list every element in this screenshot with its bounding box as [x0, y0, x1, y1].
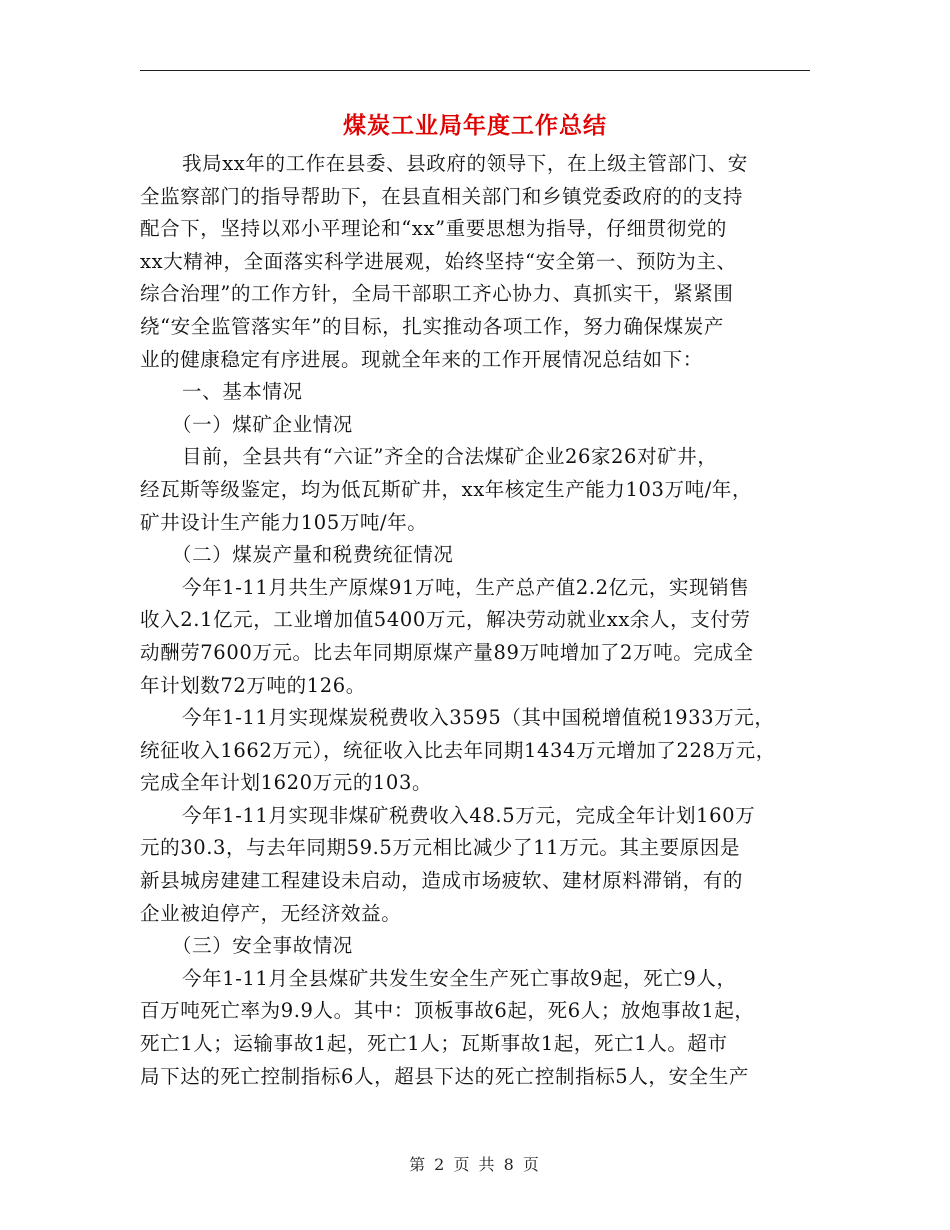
text-line: 企业被迫停产，无经济效益。 [140, 901, 402, 925]
document-body [140, 148, 812, 1093]
text-line: 收入2.1亿元，工业增加值5400万元，解决劳动就业xx余人，支付劳 [140, 608, 751, 632]
text-line: 元的30.3，与去年同期59.5万元相比减少了11万元。其主要原因是 [140, 836, 741, 860]
text-line: 业的健康稳定有序进展。现就全年来的工作开展情况总结如下： [140, 347, 703, 371]
document-title: 煤炭工业局年度工作总结 [343, 112, 607, 139]
subsection-heading: （三）安全事故情况 [172, 934, 353, 958]
section-heading: 一、基本情况 [182, 380, 303, 404]
text-line: 动酬劳7600万元。比去年同期原煤产量89万吨增加了2万吨。完成全 [140, 640, 754, 664]
subsection-heading: （二）煤炭产量和税费统征情况 [172, 543, 454, 567]
text-line: 今年1-11月实现非煤矿税费收入48.5万元，完成全年计划160万 [182, 803, 756, 827]
text-line: 百万吨死亡率为9.9人。其中：顶板事故6起，死6人；放炮事故1起， [140, 999, 755, 1023]
text-line: 统征收入1662万元），统征收入比去年同期1434万元增加了228万元， [140, 738, 776, 762]
text-line: 今年1-11月共生产原煤91万吨，生产总产值2.2亿元，实现销售 [182, 575, 750, 599]
text-line: xx大精神，全面落实科学进展观，始终坚持“安全第一、预防为主、 [140, 249, 737, 273]
page-footer: 第 2 页 共 8 页 [409, 1155, 541, 1174]
text-line: 我局xx年的工作在县委、县政府的领导下，在上级主管部门、安 [182, 152, 748, 175]
text-line: 全监察部门的指导帮助下，在县直相关部门和乡镇党委政府的的支持 [140, 184, 744, 208]
text-line: 局下达的死亡控制指标6人，超县下达的死亡控制指标5人，安全生产 [140, 1064, 749, 1088]
text-line: 配合下，坚持以邓小平理论和“xx”重要思想为指导，仔细贯彻党的 [140, 217, 728, 241]
text-line: 今年1-11月实现煤炭税费收入3595（其中国税增值税1933万元， [182, 706, 775, 730]
text-line: 年计划数72万吨的126。 [140, 673, 366, 697]
subsection-heading: （一）煤矿企业情况 [172, 412, 353, 436]
text-line: 经瓦斯等级鉴定，均为低瓦斯矿井，xx年核定生产能力103万吨/年， [140, 477, 753, 501]
text-line: 综合治理”的工作方针，全局干部职工齐心协力、真抓实干，紧紧围 [140, 282, 734, 306]
text-line: 死亡1人；运输事故1起，死亡1人；瓦斯事故1起，死亡1人。超市 [140, 1032, 728, 1056]
text-line: 新县城房建建工程建设未启动，造成市场疲软、建材原料滞销，有的 [140, 869, 744, 893]
header-rule [140, 70, 810, 71]
text-line: 绕“安全监管落实年”的目标，扎实推动各项工作，努力确保煤炭产 [140, 314, 724, 338]
text-line: 目前，全县共有“六证”齐全的合法煤矿企业26家26对矿井， [182, 445, 718, 469]
text-line: 今年1-11月全县煤矿共发生安全生产死亡事故9起，死亡9人， [182, 966, 737, 990]
text-line: 完成全年计划1620万元的103。 [140, 771, 433, 795]
text-line: 矿井设计生产能力105万吨/年。 [140, 510, 428, 534]
